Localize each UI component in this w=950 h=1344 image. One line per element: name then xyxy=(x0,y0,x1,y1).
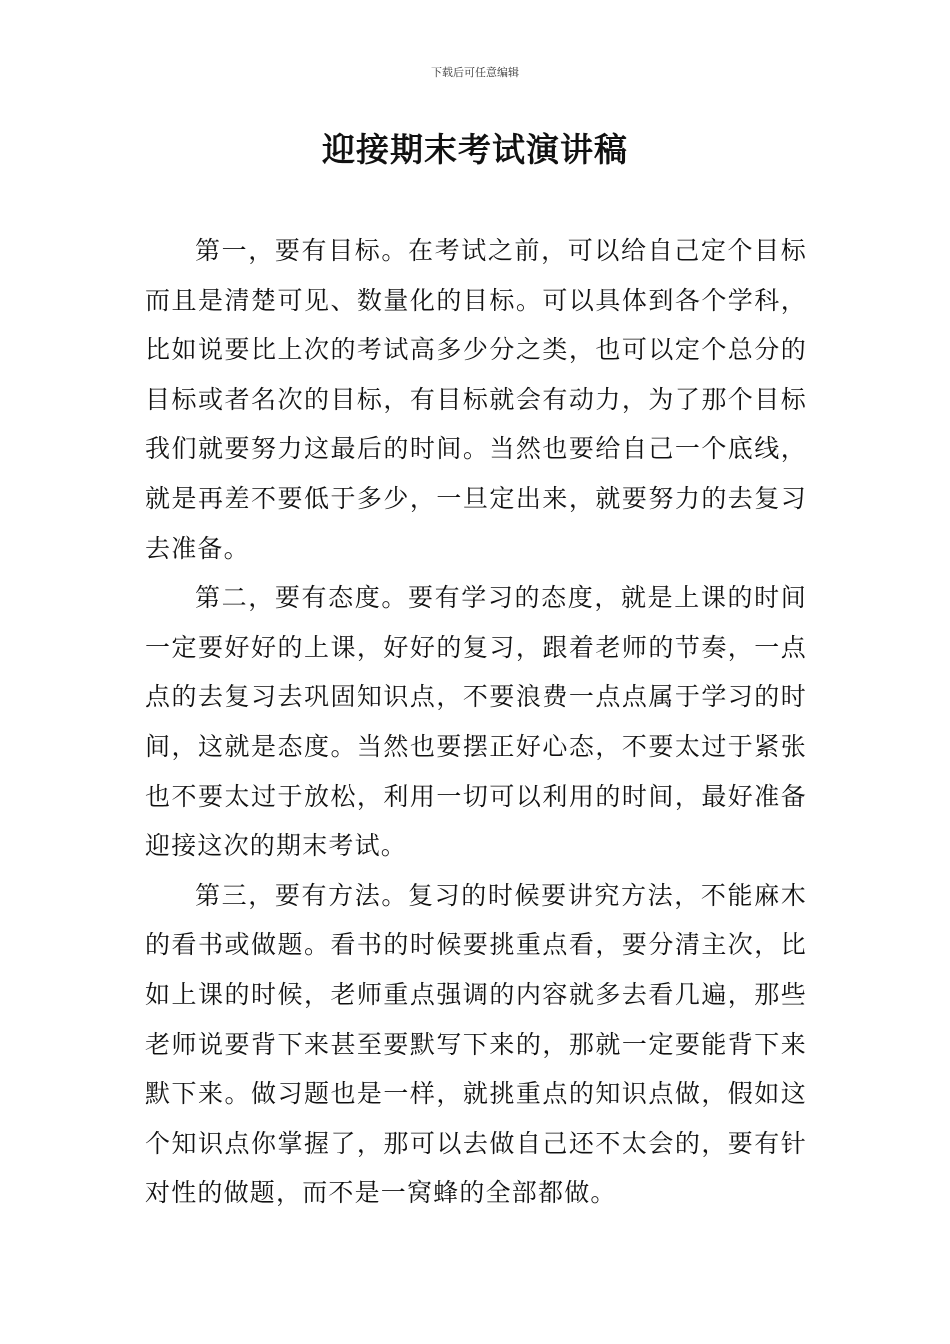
document-title: 迎接期末考试演讲稿 xyxy=(322,130,628,169)
paragraph-1: 第一，要有目标。在考试之前，可以给自己定个目标而且是清楚可见、数量化的目标。可以具体到各个学科，比如说要比上次的考试高多少分之类，也可以定个总分的目标或者名次的目标，有目标就会有动力，为了那个目标我们就要努力这最后的时间。当然也要给自己一个底线，就是再差不要低于多少，一旦定出来，就要努力的去复习去准备。 xyxy=(145,236,807,563)
paragraph-2: 第二，要有态度。要有学习的态度，就是上课的时间一定要好好的上课，好好的复习，跟着老师的节奏，一点点的去复习去巩固知识点，不要浪费一点点属于学习的时间，这就是态度。当然也要摆正好心态，不要太过于紧张也不要太过于放松，利用一切可以利用的时间，最好准备迎接这次的期末考试。 xyxy=(145,583,807,861)
paragraph-3: 第三，要有方法。复习的时候要讲究方法，不能麻木的看书或做题。看书的时候要挑重点看，要分清主次，比如上课的时候，老师重点强调的内容就多去看几遍，那些老师说要背下来甚至要默写下来的，那就一定要能背下来默下来。做习题也是一样，就挑重点的知识点做，假如这个知识点你掌握了，那可以去做自己还不太会的，要有针对性的做题，而不是一窝蜂的全部都做。 xyxy=(145,880,807,1208)
header-note: 下载后可任意编辑 xyxy=(431,66,519,79)
document-body xyxy=(145,226,807,1218)
